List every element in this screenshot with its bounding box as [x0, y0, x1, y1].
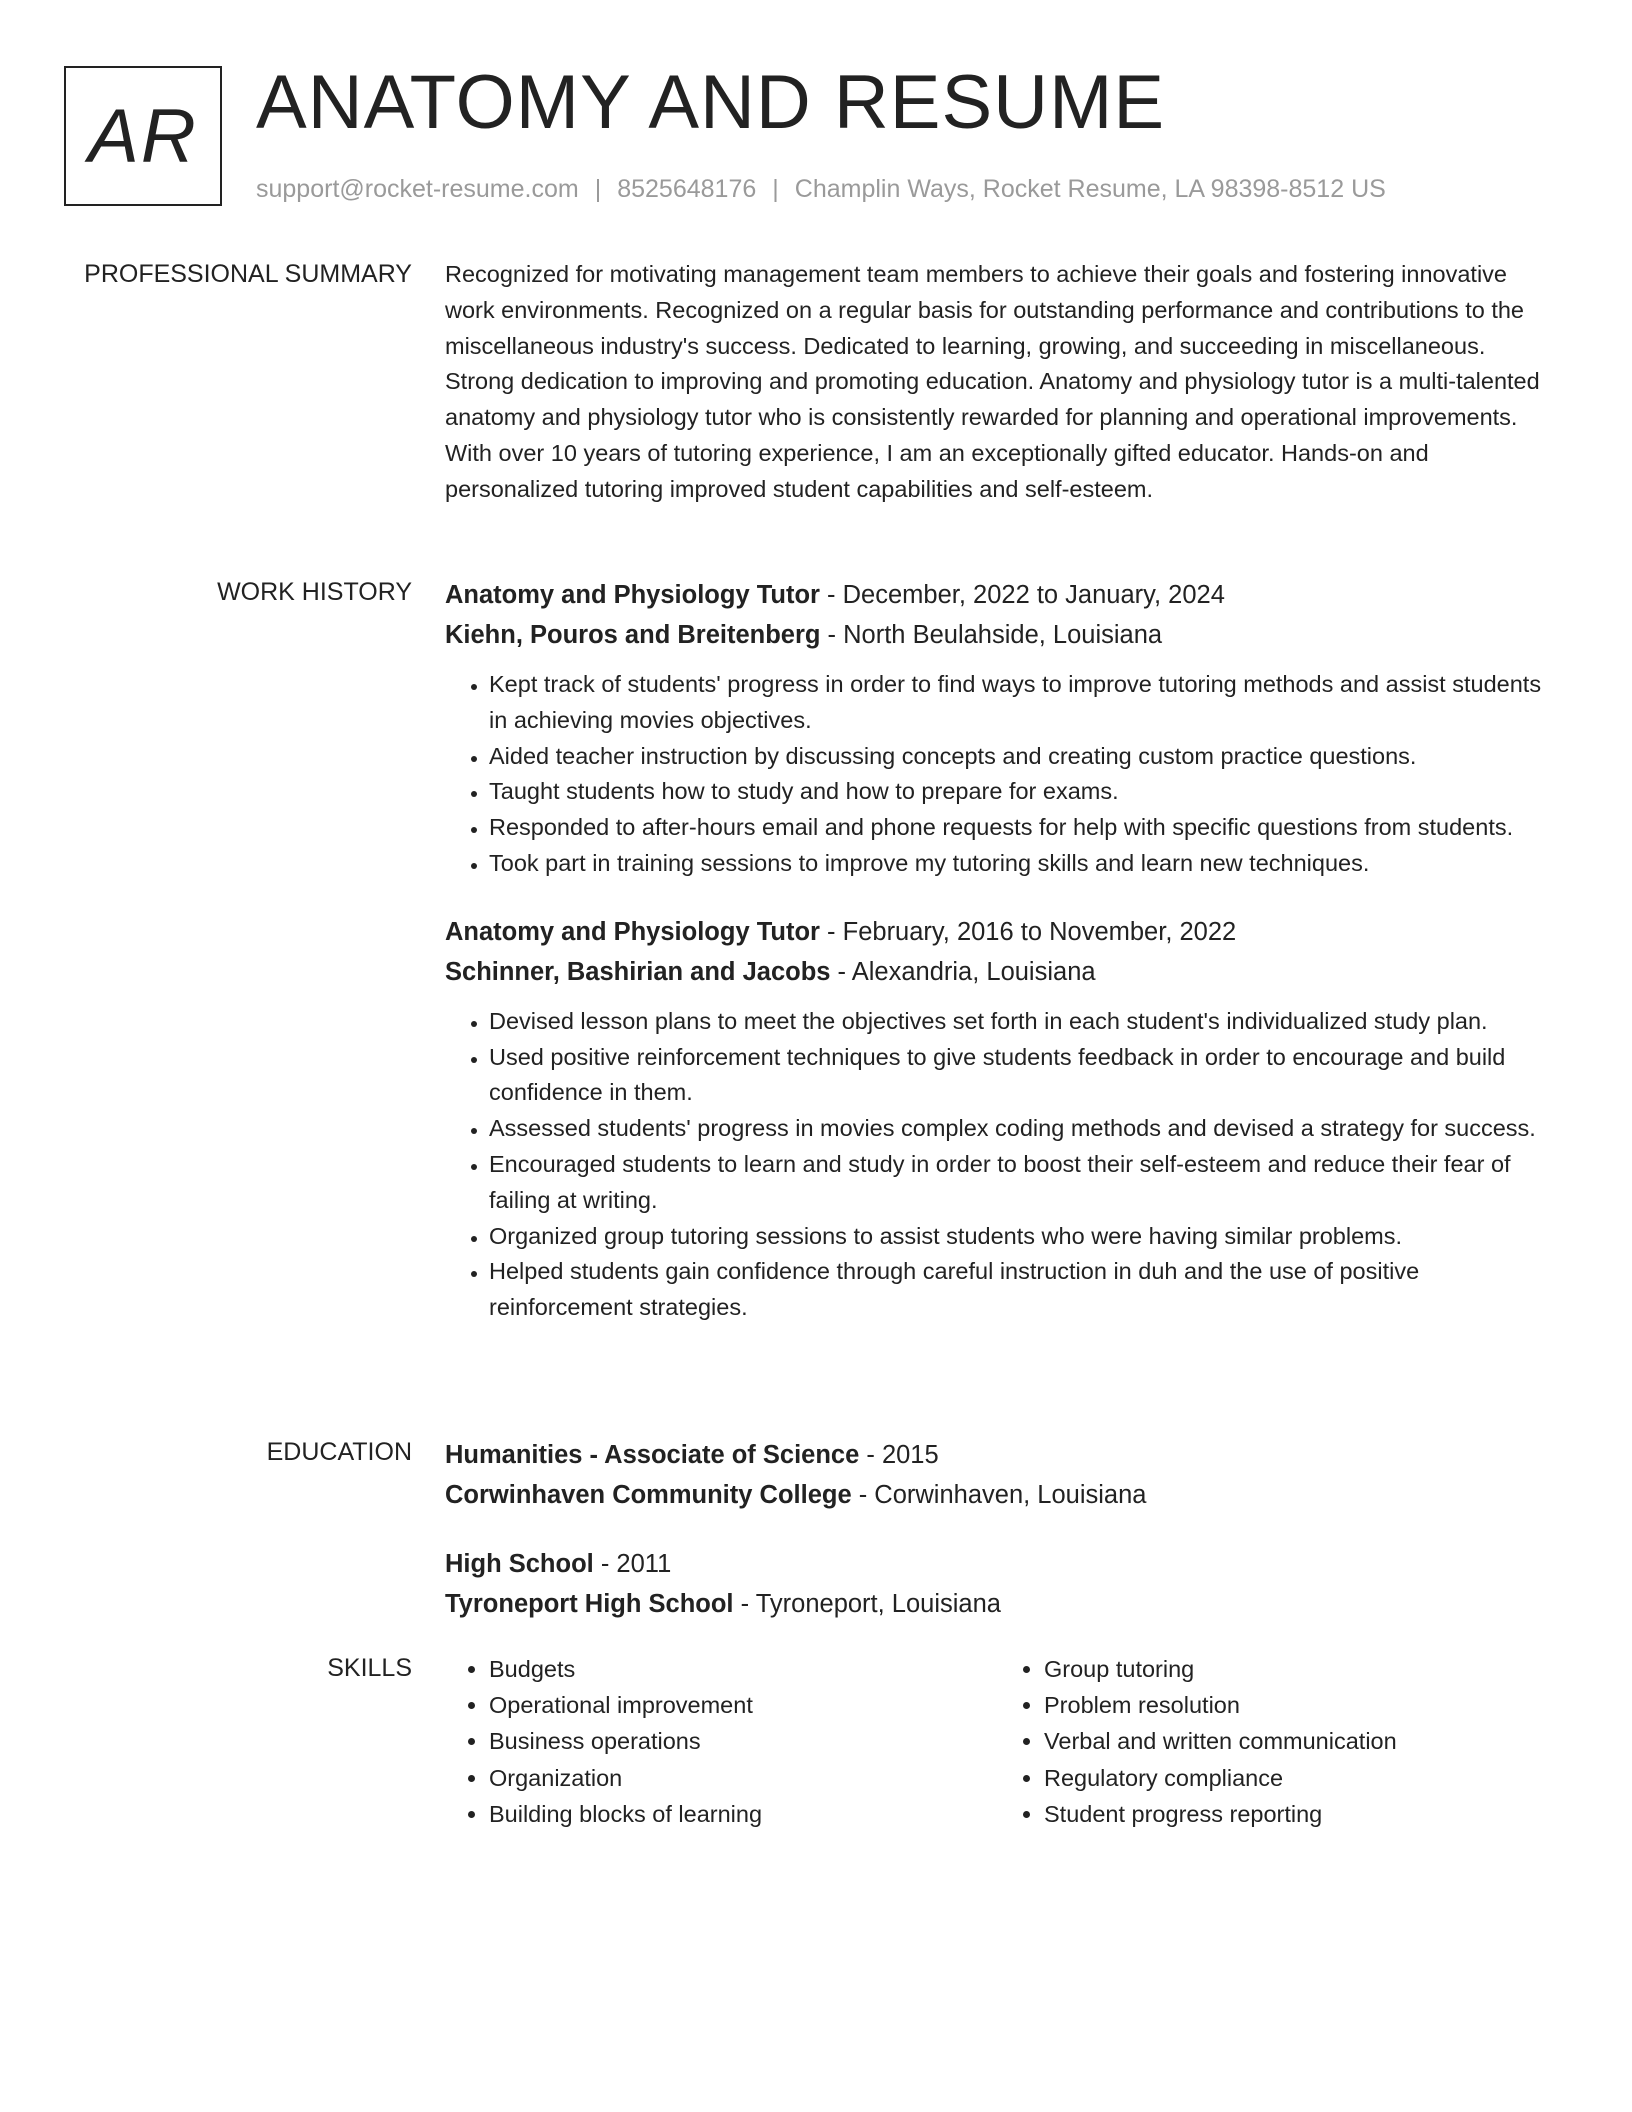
job-bullets [445, 667, 1555, 882]
job-title: Anatomy and Physiology Tutor [445, 917, 820, 946]
skills-list-right [1000, 1651, 1555, 1832]
initials-monogram [64, 66, 222, 206]
contact-phone: 8525648176 [617, 175, 757, 203]
summary-text: Recognized for motivating management team members to achieve their goals and fostering innovative work environments. Recognized on a regular basis for outstanding performance and contributions to the miscellaneous industry's success. Dedicated to learning, growing, and succeeding in miscellaneous. Strong dedication to improving and promoting education. Anatomy and physiology tutor is a multi-talented anatomy and physiology tutor who is consistently rewarded for planning and operational improvements. With over 10 years of tutoring experience, I am an exceptionally gifted educator. Hands-on and personalized tutoring improved student capabilities and self-esteem. [445, 261, 1540, 502]
summary-heading: PROFESSIONAL SUMMARY [84, 260, 412, 288]
job-title: Anatomy and Physiology Tutor [445, 581, 820, 609]
contact-separator: | [594, 175, 602, 203]
initials-text: AR [88, 93, 198, 179]
contact-separator: | [772, 175, 779, 203]
job-location: - North Beulahside, Louisiana [820, 621, 1163, 649]
degree-year: - 2011 [593, 1550, 672, 1578]
education-entry [445, 1544, 1555, 1624]
job-entry [445, 912, 1555, 1326]
job-company: Kiehn, Pouros and Breitenberg [445, 621, 821, 649]
job-bullet: • Aided teacher instruction by discussing concepts and creating custom practice questions. [489, 739, 1555, 775]
school-name: Tyroneport High School [445, 1590, 734, 1618]
contact-line [256, 174, 1386, 204]
job-dates: - February, 2016 to November, 2022 [819, 917, 1237, 946]
job-title-line [445, 912, 1555, 952]
skill-item: • Business operations [489, 1723, 1000, 1759]
skill-item: • Building blocks of learning [489, 1796, 1000, 1832]
skill-item: • Regulatory compliance [1044, 1760, 1555, 1796]
job-bullet: • Organized group tutoring sessions to assist students who were having similar problems. [489, 1219, 1555, 1255]
degree-year: - 2015 [859, 1441, 939, 1469]
work-history-heading: WORK HISTORY [217, 578, 412, 606]
skills-heading: SKILLS [327, 1654, 412, 1682]
skill-item: • Budgets [489, 1651, 1000, 1687]
skills-list-left [445, 1651, 1000, 1832]
job-bullet: • Encouraged students to learn and study in order to boost their self-esteem and reduce their fear of failing at writing. [489, 1147, 1555, 1219]
job-bullet: • Kept track of students' progress in order to find ways to improve tutoring methods and assist students in achieving movies objectives. [489, 667, 1555, 739]
skill-item: • Organization [489, 1760, 1000, 1796]
skill-item: • Problem resolution [1044, 1687, 1555, 1723]
skill-item: • Operational improvement [489, 1687, 1000, 1723]
school-line [445, 1475, 1555, 1515]
job-bullet: • Helped students gain confidence through careful instruction in duh and the use of positive reinforcement strategies. [489, 1254, 1555, 1326]
job-bullet: • Taught students how to study and how to prepare for exams. [489, 774, 1555, 810]
education-heading: EDUCATION [266, 1438, 412, 1466]
job-bullets [445, 1004, 1555, 1326]
contact-email: support@rocket-resume.com [256, 175, 579, 203]
skill-item: • Group tutoring [1044, 1651, 1555, 1687]
degree-name: Humanities - Associate of Science [445, 1441, 860, 1469]
job-company: Schinner, Bashirian and Jacobs [445, 957, 831, 986]
degree-line [445, 1435, 1555, 1475]
skill-item: • Student progress reporting [1044, 1796, 1555, 1832]
job-location: - Alexandria, Louisiana [830, 957, 1096, 986]
education-entry [445, 1435, 1555, 1515]
job-entry [445, 575, 1555, 882]
job-company-line [445, 952, 1555, 992]
degree-name: High School [445, 1550, 594, 1578]
degree-line [445, 1544, 1555, 1584]
job-bullet: • Devised lesson plans to meet the objectives set forth in each student's individualized study plan. [489, 1004, 1555, 1040]
job-bullet: • Used positive reinforcement techniques to give students feedback in order to encourage and build confidence in them. [489, 1040, 1555, 1112]
candidate-name: ANATOMY AND RESUME [256, 60, 1166, 145]
school-name: Corwinhaven Community College [445, 1481, 852, 1509]
skill-item: • Verbal and written communication [1044, 1723, 1555, 1759]
job-company-line [445, 615, 1555, 655]
contact-address: Champlin Ways, Rocket Resume, LA 98398-8512 US [794, 175, 1386, 203]
school-location: - Corwinhaven, Louisiana [851, 1481, 1147, 1509]
job-bullet: • Assessed students' progress in movies complex coding methods and devised a strategy for success. [489, 1111, 1555, 1147]
job-title-line [445, 575, 1555, 615]
job-dates: - December, 2022 to January, 2024 [819, 581, 1225, 609]
school-line [445, 1584, 1555, 1624]
job-bullet: • Responded to after-hours email and phone requests for help with specific questions from students. [489, 810, 1555, 846]
school-location: - Tyroneport, Louisiana [733, 1590, 1001, 1618]
job-bullet: • Took part in training sessions to improve my tutoring skills and learn new techniques. [489, 846, 1555, 882]
